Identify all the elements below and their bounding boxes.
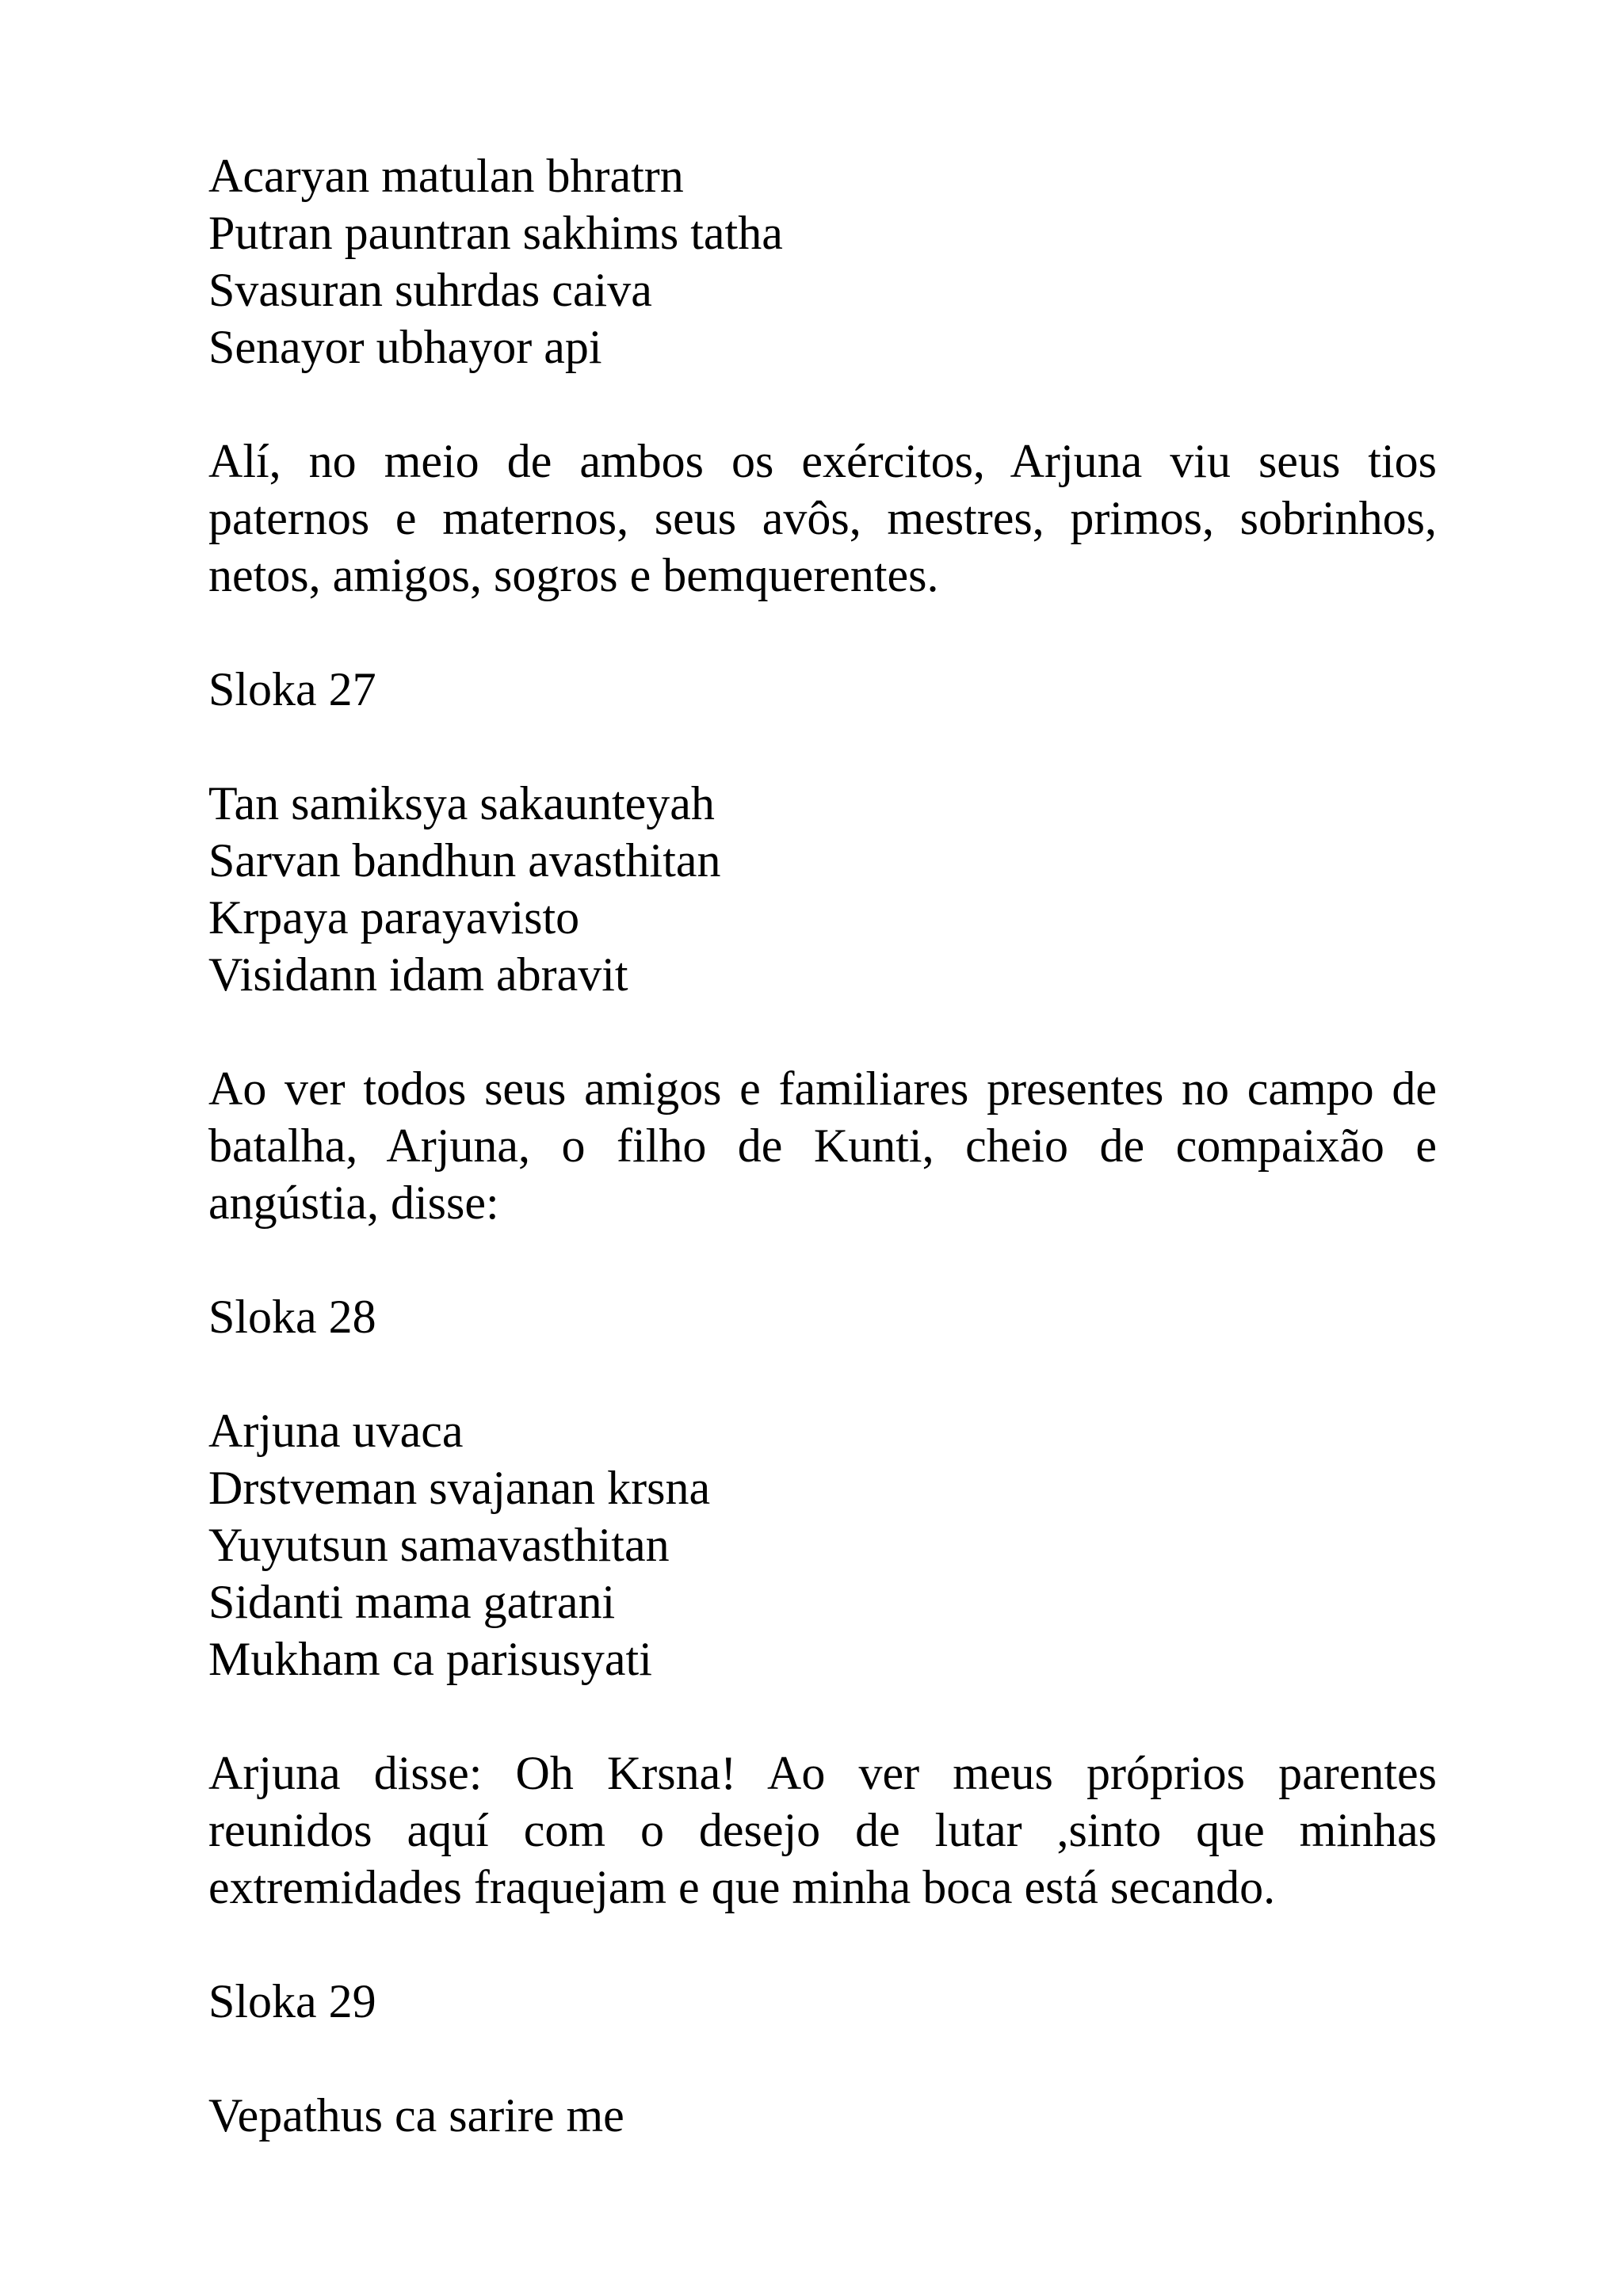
verse-line: Sarvan bandhun avasthitan	[208, 834, 721, 887]
sanskrit-verse-29	[208, 2087, 1437, 2144]
verse-line: Acaryan matulan bhratrn	[208, 150, 684, 202]
verse-line: Vepathus ca sarire me	[208, 2089, 624, 2142]
sanskrit-verse-28	[208, 1402, 1437, 1688]
verse-line: Drstveman svajanan krsna	[208, 1462, 711, 1514]
sloka-heading-29: Sloka 29	[208, 1975, 376, 2027]
sloka-heading-27: Sloka 27	[208, 663, 376, 715]
verse-line: Krpaya parayavisto	[208, 891, 580, 944]
translation-26: Alí, no meio de ambos os exércitos, Arjuna viu seus tios paternos e maternos, seus avôs, mestres, primos, sobrinhos, netos, amigos, sogros e bemquerentes.	[208, 435, 1437, 601]
verse-line: Visidann idam abravit	[208, 948, 628, 1001]
verse-line: Arjuna uvaca	[208, 1405, 464, 1457]
sloka-heading-28: Sloka 28	[208, 1291, 376, 1343]
sanskrit-verse-27	[208, 775, 1437, 1003]
verse-line: Svasuran suhrdas caiva	[208, 264, 652, 316]
verse-line: Putran pauntran sakhims tatha	[208, 207, 783, 259]
translation-28: Arjuna disse: Oh Krsna! Ao ver meus próprios parentes reunidos aquí com o desejo de lutar ,sinto que minhas extremidades fraquejam e que minha boca está secando.	[208, 1747, 1437, 1913]
verse-line: Yuyutsun samavasthitan	[208, 1519, 670, 1571]
verse-line: Mukham ca parisusyati	[208, 1633, 652, 1685]
page-content	[208, 147, 1437, 2201]
sanskrit-verse-26	[208, 147, 1437, 376]
verse-line: Senayor ubhayor api	[208, 321, 602, 373]
verse-line: Sidanti mama gatrani	[208, 1576, 616, 1628]
verse-line: Tan samiksya sakaunteyah	[208, 777, 715, 830]
translation-27: Ao ver todos seus amigos e familiares presentes no campo de batalha, Arjuna, o filho de Kunti, cheio de compaixão e angústia, disse:	[208, 1062, 1437, 1229]
